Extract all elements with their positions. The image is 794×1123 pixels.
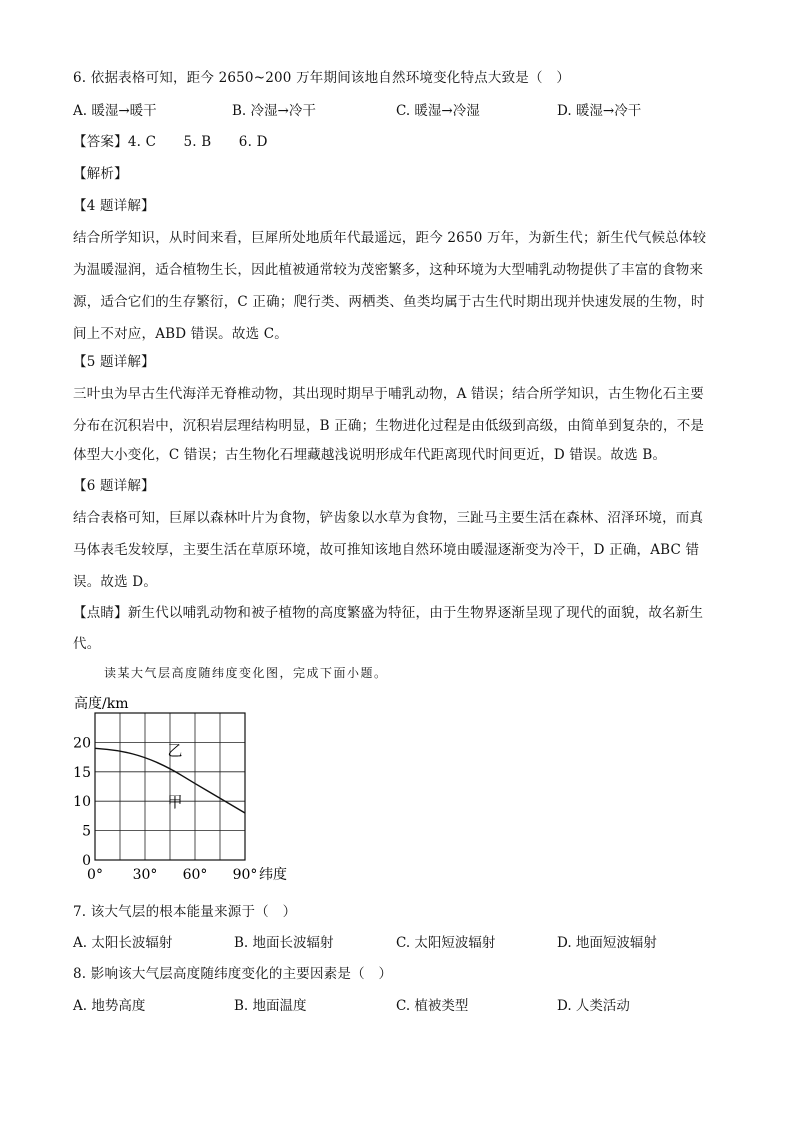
y-tick-label: 5 [82,823,91,840]
q8-option-a: A. 地势高度 [73,998,146,1014]
tip-line: 新生代以哺乳动物和被子植物的高度繁盛为特征，由于生物界逐渐呈现了现代的面貌，故名新生 [127,605,704,621]
tip-row [73,601,703,621]
region-label: 乙 [167,741,183,760]
q6-detail-tag: 【6 题详解】 [73,478,155,494]
q4-detail-line: 间上不对应，ABD 错误。故选 C。 [73,326,289,342]
q5-detail-line: 三叶虫为早古生代海洋无脊椎动物，其出现时期早于哺乳动物，A 错误；结合所学知识，古生物化石主要 [73,386,704,402]
q6-detail-line: 马体表毛发较厚，主要生活在草原环境，故可推知该地自然环境由暖湿逐渐变为冷干，D 正确，ABC 错 [73,542,700,558]
region-label: 甲 [167,793,183,812]
q6-option-a: A. 暖湿→暖干 [73,103,157,119]
q6-detail-line: 误。故选 D。 [73,574,158,590]
x-tick-label: 0° [87,867,103,883]
q4-detail-line: 结合所学知识，从时间来看，巨犀所处地质年代最遥远，距今 2650 万年，为新生代；新生代气候总体较 [73,230,707,246]
chart-intro: 读某大气层高度随纬度变化图，完成下面小题。 [104,666,388,680]
q6-option-d: D. 暖湿→冷干 [557,103,642,119]
y-tick-label: 15 [73,764,91,781]
q8-option-b: B. 地面温度 [234,998,307,1014]
question-8-stem: 8. 影响该大气层高度随纬度变化的主要因素是（ ） [73,966,393,982]
y-tick-label: 20 [73,735,91,752]
answer-tag: 【答案】 [73,134,128,150]
q6-option-b: B. 冷湿→冷干 [232,103,316,119]
y-tick-label: 10 [73,794,91,811]
q7-option-d: D. 地面短波辐射 [557,935,657,951]
q5-detail-line: 分布在沉积岩中，沉积岩层理结构明显，B 正确；生物进化过程是由低级到高级，由简单到复杂的，不是 [73,418,705,434]
q5-detail-line: 体型大小变化，C 错误；古生物化石埋藏越浅说明形成年代距离现代时间更近，D 错误。故选 B。 [73,447,667,463]
q7-option-b: B. 地面长波辐射 [234,935,334,951]
tip-tag: 【点睛】 [73,605,128,621]
q8-option-c: C. 植被类型 [396,998,469,1014]
q6-option-c: C. 暖湿→冷湿 [396,103,480,119]
latitude-height-chart [64,688,314,888]
question-6-stem: 6. 依据表格可知，距今 2650~200 万年期间该地自然环境变化特点大致是（ ） [73,70,571,86]
q4-detail-line: 为温暖湿润，适合植物生长，因此植被通常较为茂密繁多，这种环境为大型哺乳动物提供了丰富的食物来 [73,262,704,278]
x-tick-label: 30° [132,867,158,883]
x-tick-label: 90° [232,867,258,883]
y-axis-label: 高度/km [74,696,129,712]
q8-option-d: D. 人类活动 [557,998,630,1014]
q4-detail-tag: 【4 题详解】 [73,198,155,214]
q7-option-a: A. 太阳长波辐射 [73,935,173,951]
answer-row [73,130,268,150]
q5-detail-tag: 【5 题详解】 [73,354,155,370]
q7-option-c: C. 太阳短波辐射 [396,935,496,951]
x-tick-label: 60° [182,867,208,883]
q4-detail-line: 源，适合它们的生存繁衍，C 正确；爬行类、两栖类、鱼类均属于古生代时期出现并快速发展的生物，时 [73,294,705,310]
question-7-stem: 7. 该大气层的根本能量来源于（ ） [73,904,297,920]
x-axis-label: 纬度 [259,867,287,883]
q6-detail-line: 结合表格可知，巨犀以森林叶片为食物，铲齿象以水草为食物，三趾马主要生活在森林、沼泽环境，而真 [73,510,704,526]
tip-line: 代。 [73,636,101,652]
y-tick-label: 0 [82,853,91,869]
analysis-tag: 【解析】 [73,166,128,182]
answer-text: 4. C 5. B 6. D [127,134,268,150]
